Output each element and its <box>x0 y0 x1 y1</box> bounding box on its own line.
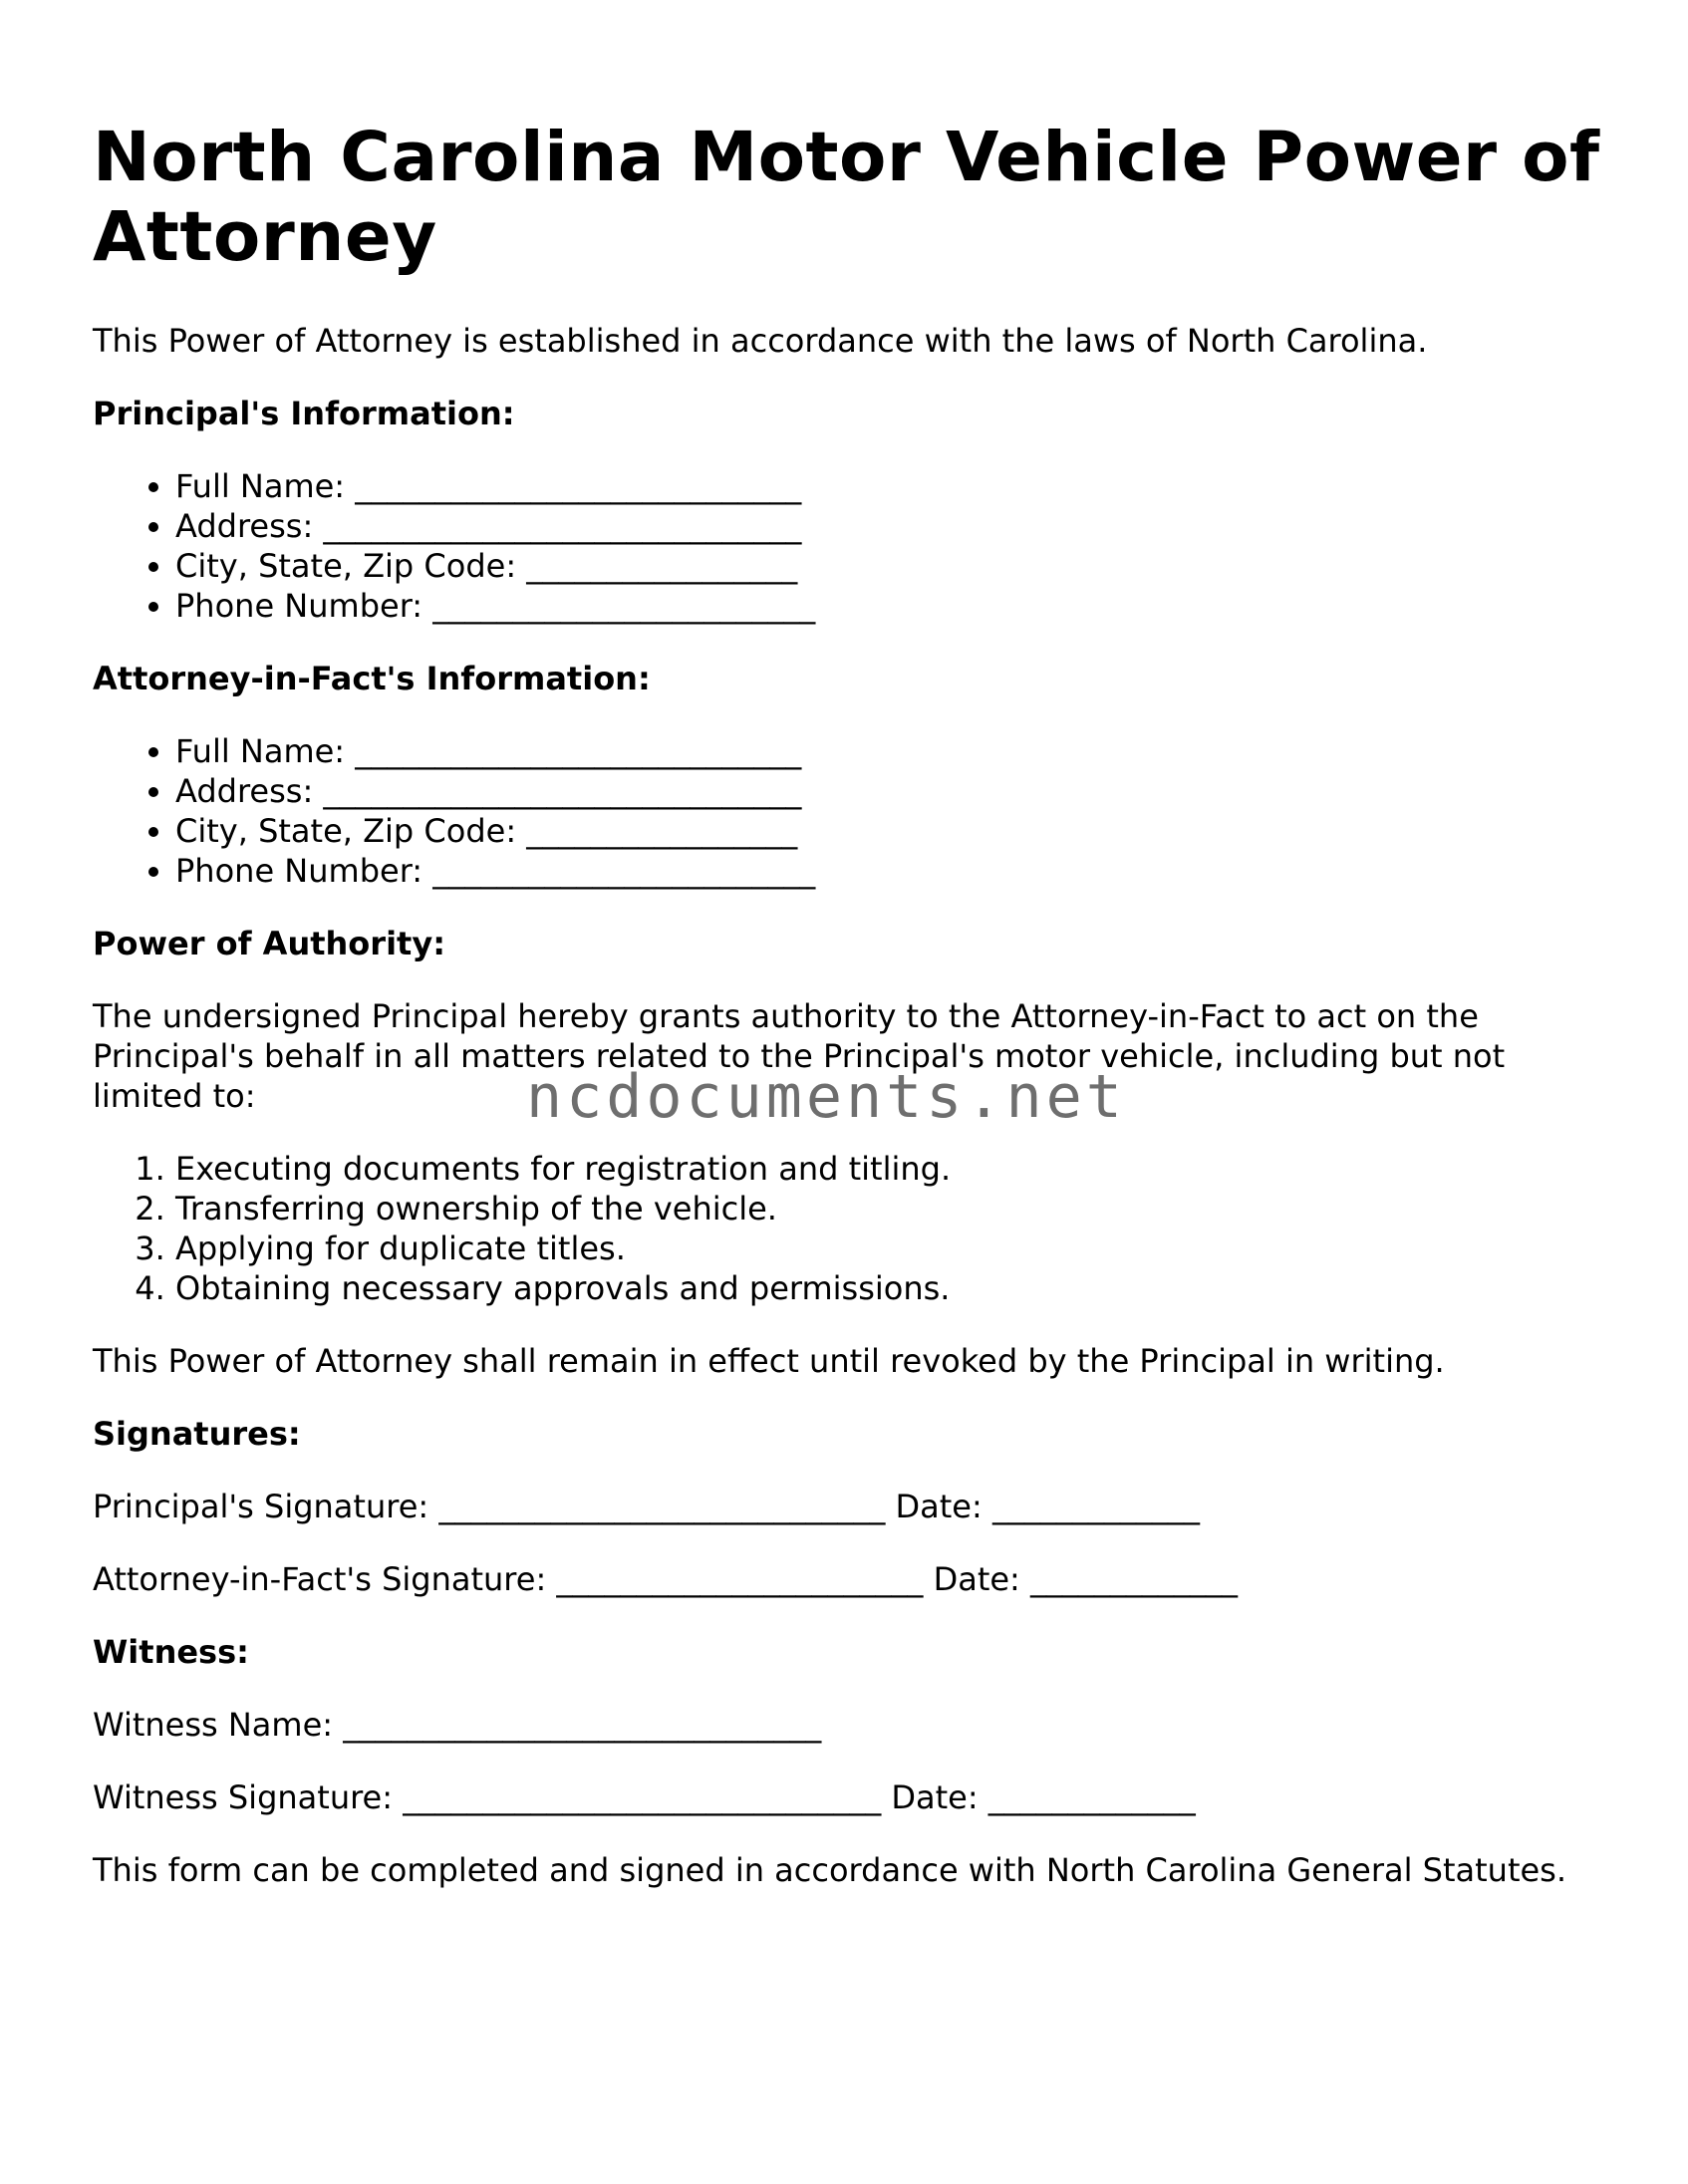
document-title: North Carolina Motor Vehicle Power of Attorney <box>93 118 1600 277</box>
witness-heading: Witness: <box>93 1633 249 1671</box>
principal-phone-field: • Phone Number: ________________________ <box>175 586 1607 626</box>
intro-text: This Power of Attorney is established in accordance with the laws of North Carolina. <box>93 322 1428 360</box>
attorney-heading: Attorney-in-Fact's Information: <box>93 660 651 697</box>
principal-fields-list <box>93 466 1607 626</box>
attorney-signature-line: Attorney-in-Fact's Signature: _______________________ Date: _____________ <box>93 1560 1238 1598</box>
attorney-address-field: • Address: ______________________________ <box>175 771 1607 811</box>
authority-heading: Power of Authority: <box>93 925 445 962</box>
witness-signature-line: Witness Signature: ______________________________ Date: _____________ <box>93 1778 1196 1816</box>
authority-item: 1. Executing documents for registration and titling. <box>175 1149 1607 1189</box>
authority-text: The undersigned Principal hereby grants authority to the Attorney-in-Fact to act on the Principal's behalf in all matters related to the Principal's motor vehicle, including but not limited to: <box>93 997 1506 1115</box>
principal-address-field: • Address: ______________________________ <box>175 506 1607 546</box>
footer-text: This form can be completed and signed in accordance with North Carolina General Statutes. <box>93 1851 1567 1889</box>
watermark-text: ncdocuments.net <box>526 1062 1126 1132</box>
principal-full-name-field: • Full Name: ____________________________ <box>175 466 1607 506</box>
signatures-heading: Signatures: <box>93 1415 301 1453</box>
witness-name-line: Witness Name: ______________________________ <box>93 1706 822 1744</box>
attorney-phone-field: • Phone Number: ________________________ <box>175 851 1607 891</box>
principal-heading: Principal's Information: <box>93 395 515 432</box>
authority-item: 4. Obtaining necessary approvals and permissions. <box>175 1268 1607 1308</box>
authority-item: 3. Applying for duplicate titles. <box>175 1228 1607 1268</box>
attorney-city-state-zip-field: • City, State, Zip Code: _________________ <box>175 811 1607 851</box>
authority-effect-text: This Power of Attorney shall remain in effect until revoked by the Principal in writing. <box>93 1342 1445 1380</box>
document-page <box>93 118 1607 1923</box>
attorney-full-name-field: • Full Name: ____________________________ <box>175 731 1607 771</box>
authority-item: 2. Transferring ownership of the vehicle. <box>175 1189 1607 1228</box>
principal-signature-line: Principal's Signature: ____________________________ Date: _____________ <box>93 1488 1200 1525</box>
principal-city-state-zip-field: • City, State, Zip Code: _________________ <box>175 546 1607 586</box>
authority-items-list <box>93 1149 1607 1308</box>
attorney-fields-list <box>93 731 1607 891</box>
